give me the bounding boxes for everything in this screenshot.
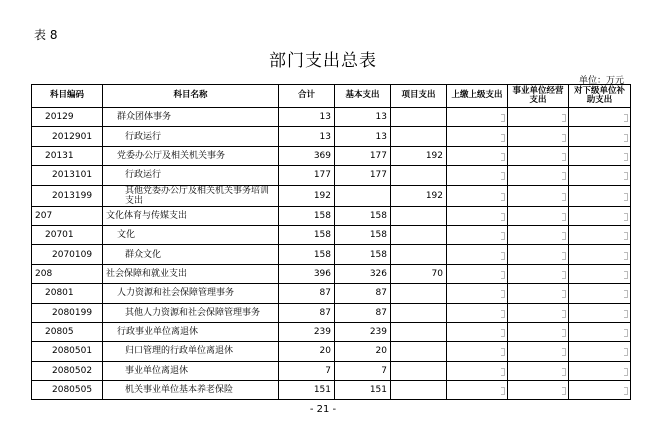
row-code: 2070109 [32, 245, 103, 264]
row-total: 239 [279, 322, 335, 341]
header-basic: 基本支出 [335, 85, 391, 108]
row-business [508, 166, 569, 185]
table-row [32, 166, 631, 185]
row-business [508, 108, 569, 127]
row-business [508, 185, 569, 206]
row-upper [447, 127, 508, 146]
row-project [391, 342, 447, 361]
row-total: 177 [279, 166, 335, 185]
table-row [32, 127, 631, 146]
row-basic: 158 [335, 245, 391, 264]
row-code: 2080501 [32, 342, 103, 361]
table-row [32, 206, 631, 225]
row-total: 369 [279, 146, 335, 165]
row-subsidy [569, 245, 631, 264]
row-total: 20 [279, 342, 335, 361]
row-total: 151 [279, 381, 335, 400]
row-code: 2080199 [32, 303, 103, 322]
row-name: 人力资源和社会保障管理事务 [103, 284, 279, 303]
row-upper [447, 303, 508, 322]
row-basic: 151 [335, 381, 391, 400]
table-row [32, 108, 631, 127]
table-row [32, 225, 631, 244]
header-project: 项目支出 [391, 85, 447, 108]
row-basic: 87 [335, 284, 391, 303]
row-subsidy [569, 146, 631, 165]
row-name: 党委办公厅及相关机关事务 [103, 146, 279, 165]
row-business [508, 322, 569, 341]
row-upper [447, 322, 508, 341]
row-code: 20129 [32, 108, 103, 127]
row-upper [447, 146, 508, 165]
row-project [391, 206, 447, 225]
row-basic: 158 [335, 225, 391, 244]
row-project: 192 [391, 146, 447, 165]
row-basic: 87 [335, 303, 391, 322]
row-code: 2080502 [32, 361, 103, 380]
row-business [508, 361, 569, 380]
row-business [508, 381, 569, 400]
row-project [391, 361, 447, 380]
row-business [508, 206, 569, 225]
row-subsidy [569, 342, 631, 361]
row-business [508, 342, 569, 361]
row-name: 事业单位离退休 [103, 361, 279, 380]
table-row [32, 146, 631, 165]
row-basic: 326 [335, 264, 391, 283]
row-basic: 7 [335, 361, 391, 380]
row-subsidy [569, 381, 631, 400]
row-code: 207 [32, 206, 103, 225]
row-total: 13 [279, 108, 335, 127]
row-code: 2013101 [32, 166, 103, 185]
row-code: 2013199 [32, 185, 103, 206]
table-row [32, 361, 631, 380]
header-subsidy: 对下级单位补助支出 [569, 85, 631, 108]
row-subsidy [569, 322, 631, 341]
row-project [391, 108, 447, 127]
row-basic: 158 [335, 206, 391, 225]
row-project: 70 [391, 264, 447, 283]
row-business [508, 127, 569, 146]
row-total: 87 [279, 284, 335, 303]
header-business: 事业单位经营支出 [508, 85, 569, 108]
row-upper [447, 225, 508, 244]
row-project [391, 322, 447, 341]
row-basic: 177 [335, 146, 391, 165]
row-total: 7 [279, 361, 335, 380]
row-upper [447, 245, 508, 264]
row-total: 87 [279, 303, 335, 322]
row-upper [447, 381, 508, 400]
row-upper [447, 108, 508, 127]
table-row [32, 284, 631, 303]
row-basic: 20 [335, 342, 391, 361]
row-total: 192 [279, 185, 335, 206]
row-project [391, 381, 447, 400]
table-row [32, 381, 631, 400]
row-business [508, 284, 569, 303]
table-row [32, 303, 631, 322]
table-row [32, 342, 631, 361]
header-name: 科目名称 [103, 85, 279, 108]
row-subsidy [569, 127, 631, 146]
page-title: 部门支出总表 [269, 51, 377, 71]
row-project [391, 245, 447, 264]
table-header-row [32, 85, 631, 108]
row-upper [447, 185, 508, 206]
row-project: 192 [391, 185, 447, 206]
row-business [508, 245, 569, 264]
table-row [32, 322, 631, 341]
row-name: 归口管理的行政单位离退休 [103, 342, 279, 361]
row-name: 行政运行 [103, 166, 279, 185]
row-name: 社会保障和就业支出 [103, 264, 279, 283]
row-total: 396 [279, 264, 335, 283]
row-upper [447, 361, 508, 380]
row-basic: 177 [335, 166, 391, 185]
row-name: 文化体育与传媒支出 [103, 206, 279, 225]
row-business [508, 264, 569, 283]
row-code: 20805 [32, 322, 103, 341]
row-business [508, 303, 569, 322]
table-row [32, 185, 631, 206]
unit-label: 单位：万元 [578, 76, 624, 86]
header-upper: 上缴上级支出 [447, 85, 508, 108]
row-name: 其他党委办公厅及相关机关事务培训支出 [103, 185, 279, 206]
row-code: 20701 [32, 225, 103, 244]
row-upper [447, 166, 508, 185]
table-row [32, 245, 631, 264]
table-number-label: 表 8 [34, 28, 58, 42]
row-upper [447, 264, 508, 283]
row-subsidy [569, 206, 631, 225]
row-total: 158 [279, 225, 335, 244]
row-project [391, 303, 447, 322]
row-business [508, 225, 569, 244]
row-total: 13 [279, 127, 335, 146]
row-subsidy [569, 225, 631, 244]
row-total: 158 [279, 245, 335, 264]
row-upper [447, 342, 508, 361]
row-code: 20801 [32, 284, 103, 303]
row-subsidy [569, 108, 631, 127]
row-code: 2012901 [32, 127, 103, 146]
row-subsidy [569, 361, 631, 380]
row-business [508, 146, 569, 165]
row-basic: 13 [335, 127, 391, 146]
row-subsidy [569, 185, 631, 206]
row-basic [335, 185, 391, 206]
row-code: 20131 [32, 146, 103, 165]
row-subsidy [569, 303, 631, 322]
row-name: 机关事业单位基本养老保险 [103, 381, 279, 400]
row-name: 行政运行 [103, 127, 279, 146]
row-basic: 239 [335, 322, 391, 341]
row-upper [447, 206, 508, 225]
row-basic: 13 [335, 108, 391, 127]
row-project [391, 127, 447, 146]
row-project [391, 166, 447, 185]
row-upper [447, 284, 508, 303]
row-name: 群众团体事务 [103, 108, 279, 127]
header-total: 合计 [279, 85, 335, 108]
row-name: 其他人力资源和社会保障管理事务 [103, 303, 279, 322]
row-project [391, 225, 447, 244]
row-project [391, 284, 447, 303]
row-name: 群众文化 [103, 245, 279, 264]
row-name: 行政事业单位离退休 [103, 322, 279, 341]
row-total: 158 [279, 206, 335, 225]
row-subsidy [569, 284, 631, 303]
header-code: 科目编码 [32, 85, 103, 108]
row-code: 2080505 [32, 381, 103, 400]
expenditure-table [31, 84, 631, 400]
table-row [32, 264, 631, 283]
row-subsidy [569, 166, 631, 185]
page-number: - 21 - [309, 404, 337, 415]
row-code: 208 [32, 264, 103, 283]
row-name: 文化 [103, 225, 279, 244]
row-subsidy [569, 264, 631, 283]
